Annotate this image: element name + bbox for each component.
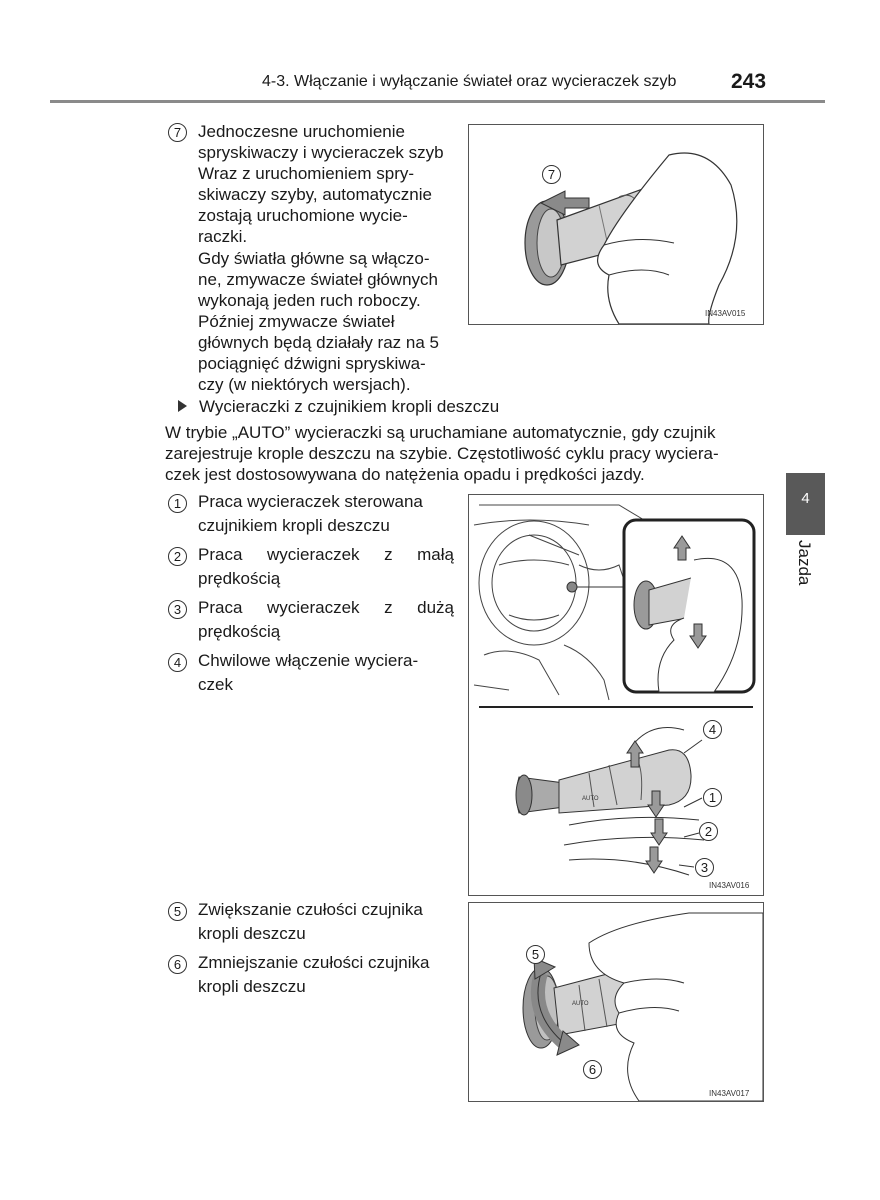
item-4-line: czek bbox=[198, 675, 233, 694]
item-2-line: prędkością bbox=[198, 569, 281, 588]
intro-line: czek jest dostosowywana do natężenia opadu i prędkości jazdy. bbox=[165, 465, 645, 484]
callout-5: 5 bbox=[526, 945, 545, 964]
item-4-text bbox=[198, 649, 454, 697]
item-7-note-line: głównych będą działały raz na 5 bbox=[198, 333, 439, 352]
item-3-text bbox=[198, 596, 454, 644]
item-1-text bbox=[198, 490, 454, 538]
header-rule bbox=[50, 100, 825, 103]
item-number-4: 4 bbox=[168, 653, 187, 672]
lever-auto-label: AUTO bbox=[572, 1001, 589, 1007]
washer-lever-illustration bbox=[469, 125, 763, 324]
chapter-number: 4 bbox=[801, 490, 810, 507]
section-intro bbox=[165, 422, 764, 485]
item-3-line: prędkością bbox=[198, 622, 281, 641]
sensitivity-dial-illustration bbox=[469, 903, 763, 1101]
item-6-text bbox=[198, 951, 460, 999]
item-7-note-line: czy (w niektórych wersjach). bbox=[198, 375, 411, 394]
callout-3: 3 bbox=[695, 858, 714, 877]
item-7-line: raczki. bbox=[198, 227, 248, 246]
section-heading: Wycieraczki z czujnikiem kropli deszczu bbox=[199, 397, 500, 416]
item-5-text bbox=[198, 898, 460, 946]
item-3-line: Praca wycieraczek z dużą bbox=[198, 598, 454, 617]
item-7-note-line: pociągnięć dźwigni spryskiwa- bbox=[198, 354, 426, 373]
item-number-3: 3 bbox=[168, 600, 187, 619]
item-4-line: Chwilowe włączenie wyciera- bbox=[198, 651, 419, 670]
item-7-line: zostają uruchomione wycie- bbox=[198, 206, 408, 225]
item-5-line: Zwiększanie czułości czujnika bbox=[198, 900, 423, 919]
item-number-2: 2 bbox=[168, 547, 187, 566]
figure-code: IN43AV015 bbox=[705, 309, 746, 318]
page-number: 243 bbox=[731, 70, 767, 93]
chapter-tab bbox=[786, 473, 825, 535]
item-7-line: Jednoczesne uruchomienie bbox=[198, 122, 405, 141]
item-7-note bbox=[198, 248, 454, 395]
item-6-line: kropli deszczu bbox=[198, 977, 306, 996]
item-7-note-line: Gdy światła główne są włączo- bbox=[198, 249, 430, 268]
item-2-line: Praca wycieraczek z małą bbox=[198, 545, 454, 564]
item-number-5: 5 bbox=[168, 902, 187, 921]
intro-line: W trybie „AUTO” wycieraczki są uruchamiane automatycznie, gdy czujnik bbox=[165, 423, 716, 442]
callout-7: 7 bbox=[542, 165, 561, 184]
running-header: 4-3. Włączanie i wyłączanie świateł oraz wycieraczek szyb bbox=[262, 73, 677, 90]
item-5-line: kropli deszczu bbox=[198, 924, 306, 943]
item-number-1: 1 bbox=[168, 494, 187, 513]
bullet-triangle-icon bbox=[178, 400, 187, 412]
item-number-7: 7 bbox=[168, 123, 187, 142]
item-number-6: 6 bbox=[168, 955, 187, 974]
item-7-line: Wraz z uruchomieniem spry- bbox=[198, 164, 415, 183]
item-7-text bbox=[198, 121, 454, 247]
callout-1: 1 bbox=[703, 788, 722, 807]
intro-line: zarejestruje krople deszczu na szybie. Częstotliwość cyklu pracy wyciera- bbox=[165, 444, 719, 463]
lever-auto-label: AUTO bbox=[582, 796, 599, 802]
figure-code: IN43AV017 bbox=[709, 1089, 750, 1098]
chapter-label: Jazda bbox=[795, 540, 814, 586]
callout-2: 2 bbox=[699, 822, 718, 841]
item-1-line: czujnikiem kropli deszczu bbox=[198, 516, 390, 535]
item-7-line: skiwaczy szyby, automatycznie bbox=[198, 185, 432, 204]
item-1-line: Praca wycieraczek sterowana bbox=[198, 492, 423, 511]
rain-sensor-illustration bbox=[469, 495, 763, 895]
item-7-note-line: Później zmywacze świateł bbox=[198, 312, 395, 331]
figure-washer-lever bbox=[468, 124, 764, 325]
item-7-line: spryskiwaczy i wycieraczek szyb bbox=[198, 143, 444, 162]
item-7-note-line: wykonają jeden ruch roboczy. bbox=[198, 291, 421, 310]
item-7-note-line: ne, zmywacze świateł głównych bbox=[198, 270, 438, 289]
chapter-label-box bbox=[784, 540, 824, 600]
item-6-line: Zmniejszanie czułości czujnika bbox=[198, 953, 430, 972]
callout-4: 4 bbox=[703, 720, 722, 739]
figure-code: IN43AV016 bbox=[709, 881, 750, 890]
callout-6: 6 bbox=[583, 1060, 602, 1079]
figure-sensitivity-dial bbox=[468, 902, 764, 1102]
figure-rain-sensor-lever bbox=[468, 494, 764, 896]
item-2-text bbox=[198, 543, 454, 591]
